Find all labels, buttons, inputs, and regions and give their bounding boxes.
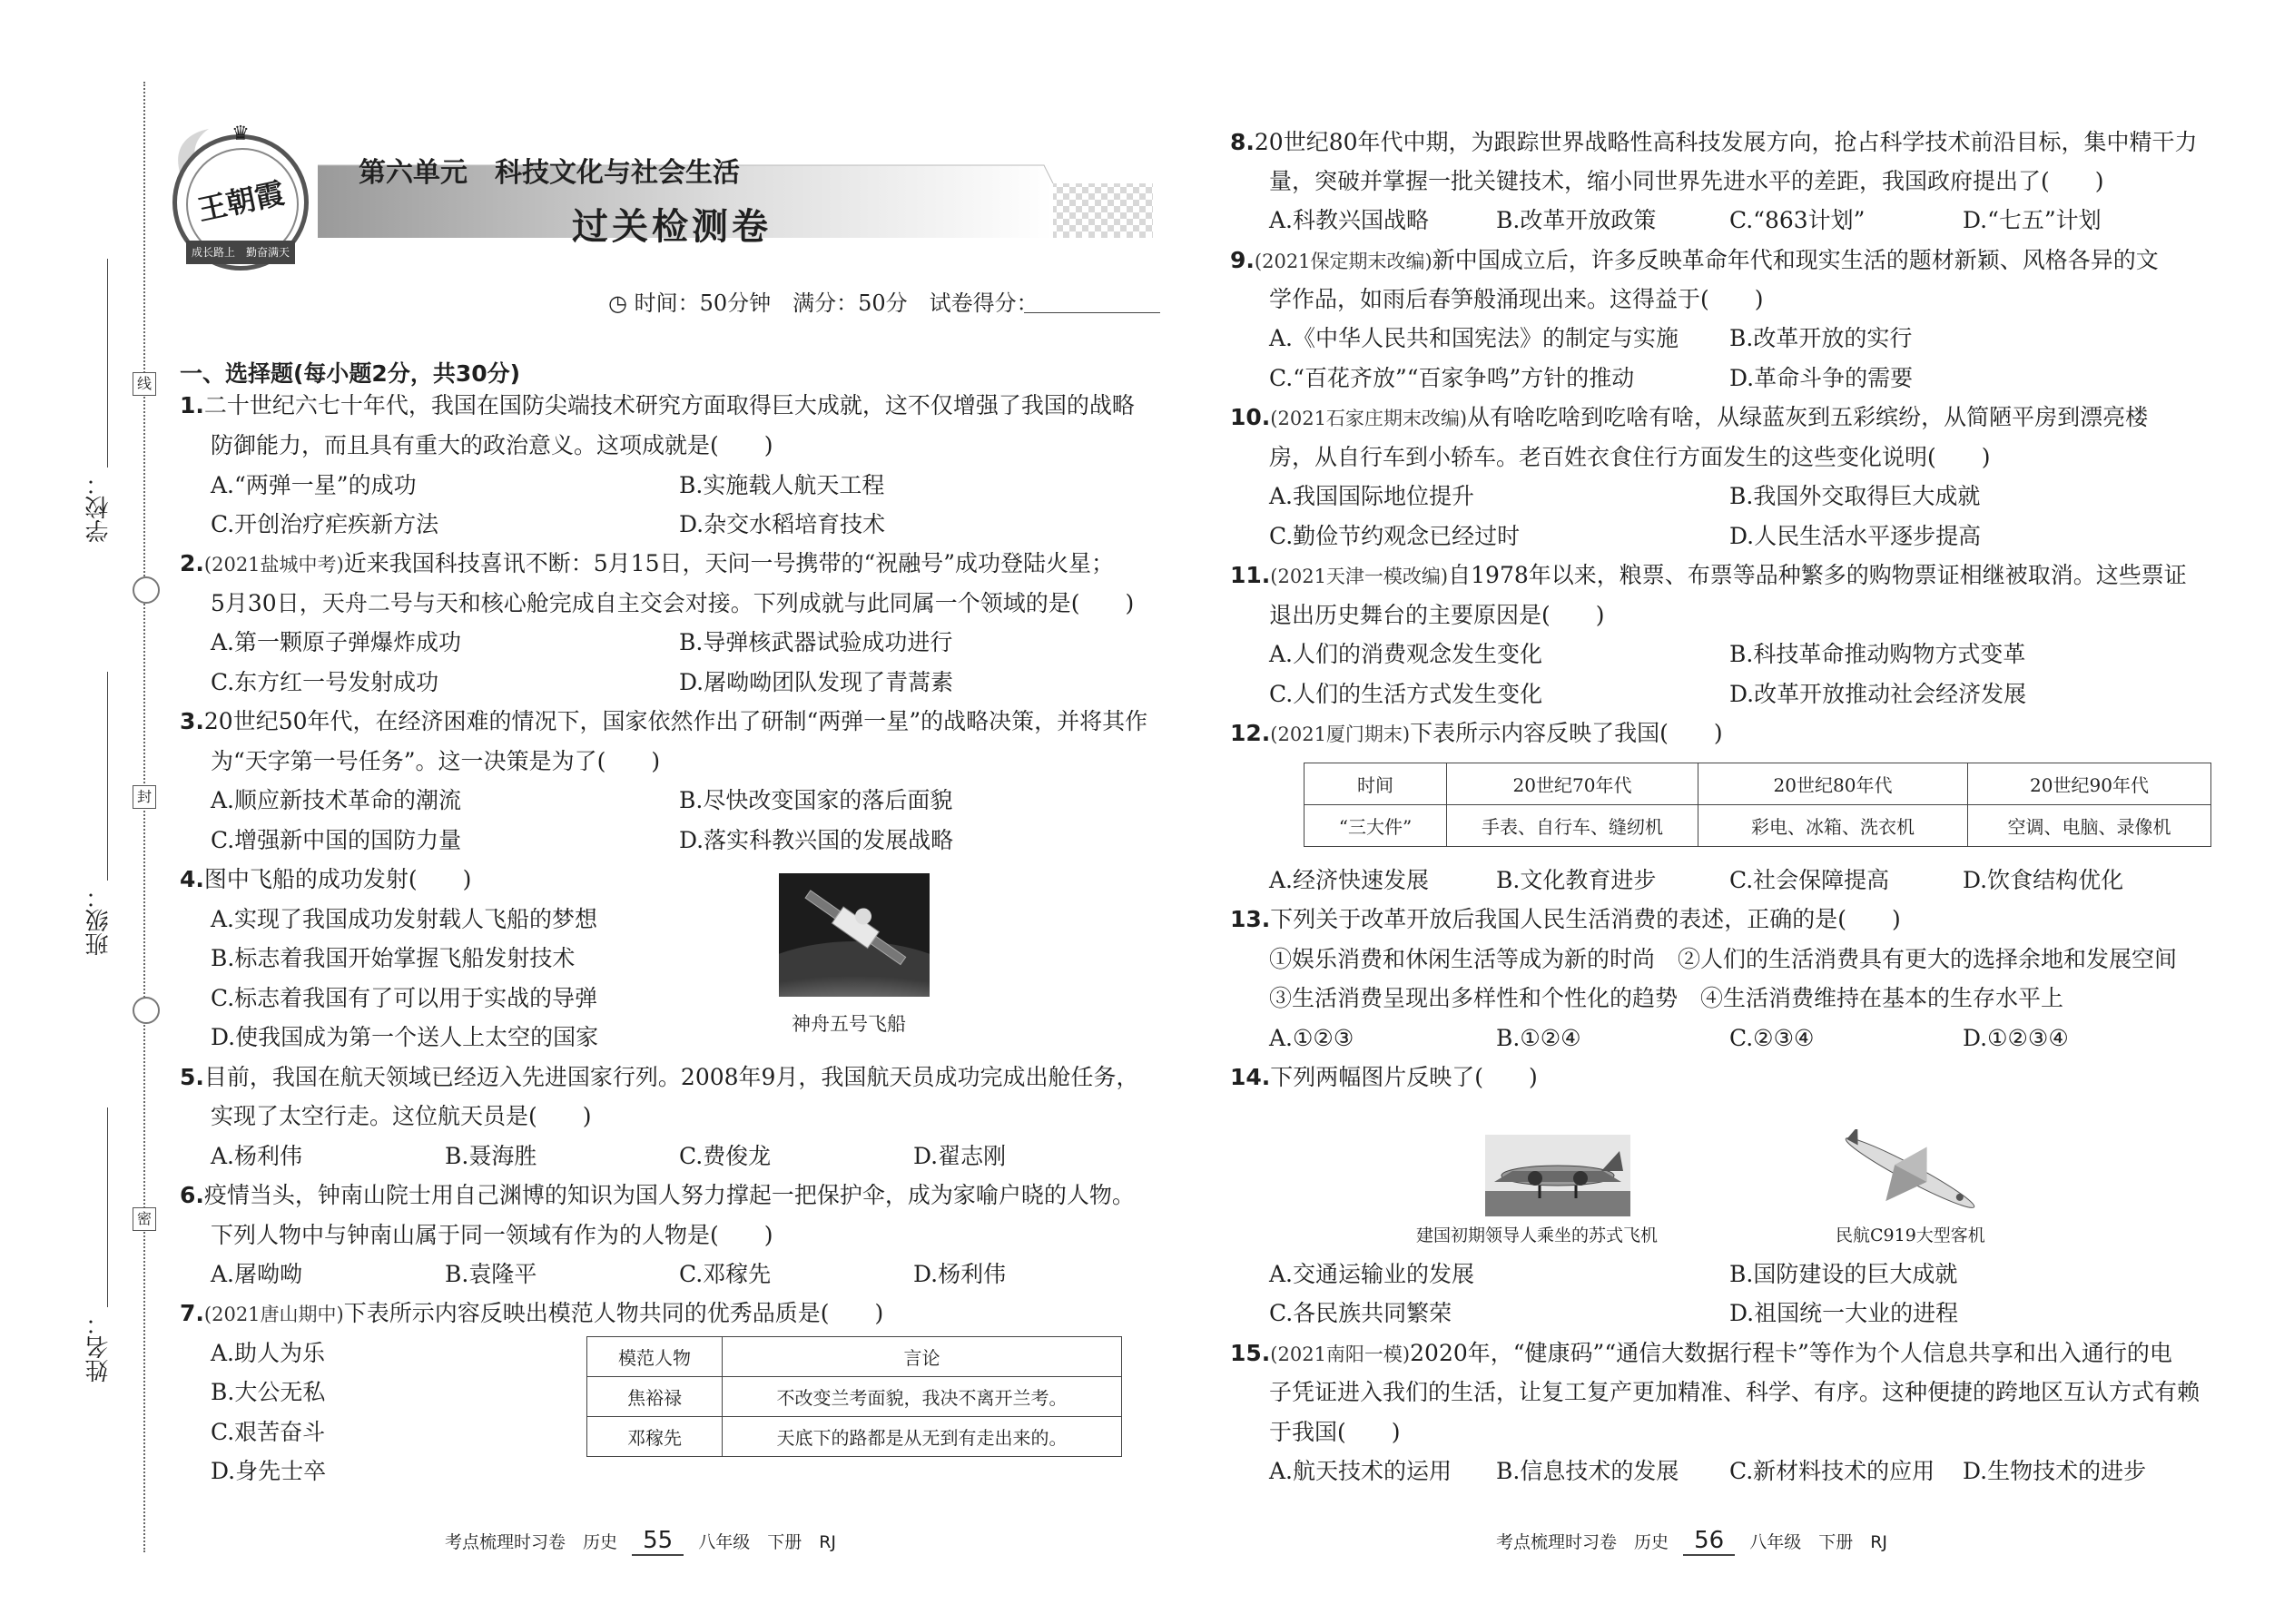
soviet-aircraft-image — [1485, 1135, 1630, 1216]
question-6-line-2: 下列人物中与钟南山属于同一领域有作为的人物是( ) — [211, 1222, 773, 1248]
q1-option-c[interactable]: C.开创治疗疟疾新方法 — [211, 511, 439, 537]
q1-option-b[interactable]: B.实施载人航天工程 — [679, 472, 885, 498]
table-header: 模范人物 — [587, 1337, 723, 1377]
school-label: 学校： — [85, 472, 113, 543]
spacecraft-illustration — [779, 873, 930, 997]
q2-option-a[interactable]: A.第一颗原子弹爆炸成功 — [211, 629, 462, 655]
footer-grade: 八年级 下册 RJ — [1749, 1532, 1888, 1552]
question-15-line-3: 于我国( ) — [1269, 1419, 1401, 1445]
q14-option-d[interactable]: D.祖国统一大业的进程 — [1729, 1300, 1959, 1326]
q15-option-c[interactable]: C.新材料技术的应用 — [1729, 1458, 1935, 1484]
q14-option-a[interactable]: A.交通运输业的发展 — [1269, 1261, 1475, 1287]
time-info-row — [608, 285, 1039, 317]
q8-option-a[interactable]: A.科教兴国战略 — [1269, 207, 1430, 233]
class-blank[interactable] — [107, 672, 108, 881]
question-5-line-1: 5.目前，我国在航天领域已经迈入先进国家行列。2008年9月，我国航天员成功完成出舱任务， — [180, 1064, 1139, 1090]
question-2-line-2: 5月30日，天舟二号与天和核心舱完成自主交会对接。下列成就与此同属一个领域的是( ) — [211, 590, 1135, 616]
time-info: 时间：50分钟 满分：50分 试卷得分： — [634, 290, 1039, 316]
page-number: 55 — [632, 1527, 684, 1556]
q5-option-d[interactable]: D.翟志刚 — [913, 1143, 1007, 1169]
q1-option-d[interactable]: D.杂交水稻培育技术 — [679, 511, 886, 537]
q1-option-a[interactable]: A.“两弹一星”的成功 — [211, 472, 417, 498]
q3-option-d[interactable]: D.落实科教兴国的发展战略 — [679, 827, 954, 853]
section-title: 一、选择题(每小题2分，共30分) — [180, 360, 521, 387]
seal-char-secret: 密 — [133, 1207, 156, 1231]
q9-option-d[interactable]: D.革命斗争的需要 — [1729, 365, 1914, 391]
q9-option-b[interactable]: B.改革开放的实行 — [1729, 325, 1913, 351]
question-3-line-2: 为“天字第一号任务”。这一决策是为了( ) — [211, 748, 661, 774]
test-title: 过关检测卷 — [572, 206, 772, 248]
page-number: 56 — [1683, 1527, 1735, 1556]
footer-grade: 八年级 下册 RJ — [698, 1532, 837, 1552]
score-blank[interactable] — [1024, 312, 1160, 313]
name-label: 姓名： — [85, 1312, 113, 1383]
question-11-line-2: 退出历史舞台的主要原因是( ) — [1269, 602, 1605, 628]
question-8-line-2: 量，突破并掌握一批关键技术，缩小同世界先进水平的差距，我国政府提出了( ) — [1269, 168, 2104, 194]
question-11-line-1: 11.(2021天津一模改编)自1978年以来，粮票、布票等品种繁多的购物票证相继被取消。这些票证 — [1230, 562, 2187, 588]
crown-icon: ♛ — [231, 123, 250, 145]
q12-three-items-table — [1304, 763, 2211, 847]
q10-option-c[interactable]: C.勤俭节约观念已经过时 — [1269, 523, 1521, 549]
jet-airliner-illustration — [1829, 1129, 1991, 1216]
q13-option-a[interactable]: A.①②③ — [1269, 1025, 1354, 1051]
q5-option-a[interactable]: A.杨利伟 — [211, 1143, 303, 1169]
table-header: 20世纪90年代 — [1968, 763, 2211, 805]
table-cell: 邓稼先 — [587, 1417, 723, 1457]
q11-option-a[interactable]: A.人们的消费观念发生变化 — [1269, 641, 1543, 667]
q6-option-b[interactable]: B.袁隆平 — [445, 1261, 537, 1287]
q9-option-a[interactable]: A.《中华人民共和国宪法》的制定与实施 — [1269, 325, 1679, 351]
q7-option-c[interactable]: C.艰苦奋斗 — [211, 1419, 326, 1445]
q6-option-a[interactable]: A.屠呦呦 — [211, 1261, 303, 1287]
school-blank[interactable] — [107, 259, 108, 468]
q7-option-a[interactable]: A.助人为乐 — [211, 1340, 326, 1366]
q8-option-c[interactable]: C.“863计划” — [1729, 207, 1866, 233]
question-7-line-1: 7.(2021唐山期中)下表所示内容反映出模范人物共同的优秀品质是( ) — [180, 1300, 884, 1326]
clock-icon: ◷ — [608, 290, 627, 316]
q13-option-b[interactable]: B.①②④ — [1496, 1025, 1581, 1051]
q2-option-d[interactable]: D.屠呦呦团队发现了青蒿素 — [679, 669, 954, 695]
question-number: 1. — [180, 392, 204, 418]
question-5-line-2: 实现了太空行走。这位航天员是( ) — [211, 1103, 592, 1129]
binding-hole-mark — [133, 997, 160, 1024]
table-header: 时间 — [1305, 763, 1447, 805]
question-6-line-1: 6.疫情当头，钟南山院士用自己渊博的知识为国人努力撑起一把保护伞，成为家喻户晓的人物。 — [180, 1182, 1135, 1208]
table-cell: 彩电、冰箱、洗衣机 — [1698, 805, 1968, 847]
q14-option-c[interactable]: C.各民族共同繁荣 — [1269, 1300, 1452, 1326]
table-header: 20世纪80年代 — [1698, 763, 1968, 805]
c919-caption: 民航C919大型客机 — [1836, 1225, 1985, 1245]
question-13-statement-1: ①娱乐消费和休闲生活等成为新的时尚 ②人们的生活消费具有更大的选择余地和发展空间 — [1269, 946, 2178, 972]
table-cell: 手表、自行车、缝纫机 — [1447, 805, 1698, 847]
question-4-line-1: 4.图中飞船的成功发射( ) — [180, 866, 472, 892]
q8-option-d[interactable]: D.“七五”计划 — [1963, 207, 2102, 233]
unit-title: 第六单元 科技文化与社会生活 — [359, 157, 740, 189]
name-blank[interactable] — [107, 1107, 108, 1307]
question-8-line-1: 8.20世纪80年代中期，为跟踪世界战略性高科技发展方向，抢占科学技术前沿目标，集中精干力 — [1230, 129, 2198, 155]
q9-option-c[interactable]: C.“百花齐放”“百家争鸣”方针的推动 — [1269, 365, 1635, 391]
question-9-line-1: 9.(2021保定期末改编)新中国成立后，许多反映革命年代和现实生活的题材新颖、风格各异的文 — [1230, 247, 2159, 273]
q4-option-d[interactable]: D.使我国成为第一个送人上太空的国家 — [211, 1024, 599, 1050]
q12-option-c[interactable]: C.社会保障提高 — [1729, 867, 1890, 893]
q11-option-d[interactable]: D.改革开放推动社会经济发展 — [1729, 681, 2027, 707]
q14-option-b[interactable]: B.国防建设的巨大成就 — [1729, 1261, 1958, 1287]
table-cell: “三大件” — [1305, 805, 1447, 847]
question-2-line-1: 2.(2021盐城中考)近来我国科技喜讯不断：5月15日，天问一号携带的“祝融号”成功登陆火星； — [180, 550, 1115, 576]
question-13-line-1: 13.下列关于改革开放后我国人民生活消费的表述，正确的是( ) — [1230, 906, 1901, 932]
q3-option-c[interactable]: C.增强新中国的国防力量 — [211, 827, 462, 853]
q15-option-d[interactable]: D.生物技术的进步 — [1963, 1458, 2147, 1484]
footer-book: 考点梳理时习卷 历史 — [1496, 1532, 1669, 1552]
question-1-line-2: 防御能力，而且具有重大的政治意义。这项成就是( ) — [211, 432, 773, 458]
shenzhou-caption: 神舟五号飞船 — [792, 1013, 906, 1035]
footer-book: 考点梳理时习卷 历史 — [445, 1532, 618, 1552]
propeller-plane-illustration — [1485, 1135, 1630, 1216]
q4-option-a[interactable]: A.实现了我国成功发射载人飞船的梦想 — [211, 906, 598, 932]
logo-badge — [172, 123, 309, 271]
q15-option-a[interactable]: A.航天技术的运用 — [1269, 1458, 1452, 1484]
q6-option-d[interactable]: D.杨利伟 — [913, 1261, 1007, 1287]
question-10-line-1: 10.(2021石家庄期末改编)从有啥吃啥到吃啥有啥，从绿蓝灰到五彩缤纷，从简陋平房到漂亮楼 — [1230, 404, 2149, 430]
q2-option-b[interactable]: B.导弹核武器试验成功进行 — [679, 629, 953, 655]
q13-option-d[interactable]: D.①②③④ — [1963, 1025, 2069, 1051]
question-10-line-2: 房，从自行车到小轿车。老百姓衣食住行方面发生的这些变化说明( ) — [1269, 444, 1991, 470]
q12-option-d[interactable]: D.饮食结构优化 — [1963, 867, 2124, 893]
binding-dotted-line — [143, 82, 145, 1552]
question-14-line-1: 14.下列两幅图片反映了( ) — [1230, 1064, 1538, 1090]
q3-option-a[interactable]: A.顺应新技术革命的潮流 — [211, 787, 462, 813]
shenzhou-spacecraft-image — [779, 873, 930, 997]
q4-option-b[interactable]: B.标志着我国开始掌握飞船发射技术 — [211, 945, 576, 971]
table-header: 言论 — [723, 1337, 1122, 1377]
question-15-line-2: 子凭证进入我们的生活，让复工复产更加精准、科学、有序。这种便捷的跨地区互认方式有赖 — [1269, 1379, 2200, 1405]
logo-text: 王朝霞 — [194, 175, 288, 228]
footer-left — [445, 1527, 836, 1556]
seal-char-line: 线 — [133, 372, 156, 396]
q10-option-a[interactable]: A.我国国际地位提升 — [1269, 483, 1475, 509]
table-cell: 天底下的路都是从无到有走出来的。 — [723, 1417, 1122, 1457]
q2-option-c[interactable]: C.东方红一号发射成功 — [211, 669, 439, 695]
binding-hole-mark — [133, 576, 160, 604]
q15-option-b[interactable]: B.信息技术的发展 — [1496, 1458, 1679, 1484]
q11-option-b[interactable]: B.科技革命推动购物方式变革 — [1729, 641, 2026, 667]
q6-option-c[interactable]: C.邓稼先 — [679, 1261, 772, 1287]
question-1-line-1: 1.二十世纪六七十年代，我国在国防尖端技术研究方面取得巨大成就，这不仅增强了我国的战略 — [180, 392, 1135, 418]
table-cell: 焦裕禄 — [587, 1377, 723, 1417]
q10-option-b[interactable]: B.我国外交取得巨大成就 — [1729, 483, 1981, 509]
q5-option-c[interactable]: C.费俊龙 — [679, 1143, 772, 1169]
c919-aircraft-image — [1829, 1129, 1991, 1216]
question-source: (2021盐城中考) — [203, 554, 344, 576]
soviet-aircraft-caption: 建国初期领导人乘坐的苏式飞机 — [1416, 1225, 1659, 1245]
q4-option-c[interactable]: C.标志着我国有了可以用于实战的导弹 — [211, 985, 598, 1011]
seal-char-seal: 封 — [133, 785, 156, 809]
logo-tagline: 成长路上 勤奋满天 — [186, 241, 295, 264]
question-15-line-1: 15.(2021南阳一模)2020年，“健康码”“通信大数据行程卡”等作为个人信息共享和出入通行的电 — [1230, 1340, 2172, 1366]
q11-option-c[interactable]: C.人们的生活方式发生变化 — [1269, 681, 1543, 707]
question-9-line-2: 学作品，如雨后春笋般涌现出来。这得益于( ) — [1269, 286, 1764, 312]
q7-option-b[interactable]: B.大公无私 — [211, 1379, 326, 1405]
q12-option-a[interactable]: A.经济快速发展 — [1269, 867, 1430, 893]
table-header: 20世纪70年代 — [1447, 763, 1698, 805]
q12-option-b[interactable]: B.文化教育进步 — [1496, 867, 1657, 893]
q7-option-d[interactable]: D.身先士卒 — [211, 1458, 327, 1484]
footer-right — [1496, 1527, 1887, 1556]
question-3-line-1: 3.20世纪50年代，在经济困难的情况下，国家依然作出了研制“两弹一星”的战略决策，并将其作 — [180, 708, 1148, 734]
class-label: 班级： — [85, 885, 113, 956]
q13-option-c[interactable]: C.②③④ — [1729, 1025, 1815, 1051]
q7-model-table — [586, 1336, 1122, 1457]
table-cell: 空调、电脑、录像机 — [1968, 805, 2211, 847]
question-12-line-1: 12.(2021厦门期末)下表所示内容反映了我国( ) — [1230, 720, 1723, 746]
table-cell: 不改变兰考面貌，我决不离开兰考。 — [723, 1377, 1122, 1417]
q8-option-b[interactable]: B.改革开放政策 — [1496, 207, 1657, 233]
question-13-statement-2: ③生活消费呈现出多样性和个性化的趋势 ④生活消费维持在基本的生存水平上 — [1269, 985, 2064, 1011]
q5-option-b[interactable]: B.聂海胜 — [445, 1143, 537, 1169]
q10-option-d[interactable]: D.人民生活水平逐步提高 — [1729, 523, 1982, 549]
q3-option-b[interactable]: B.尽快改变国家的落后面貌 — [679, 787, 953, 813]
